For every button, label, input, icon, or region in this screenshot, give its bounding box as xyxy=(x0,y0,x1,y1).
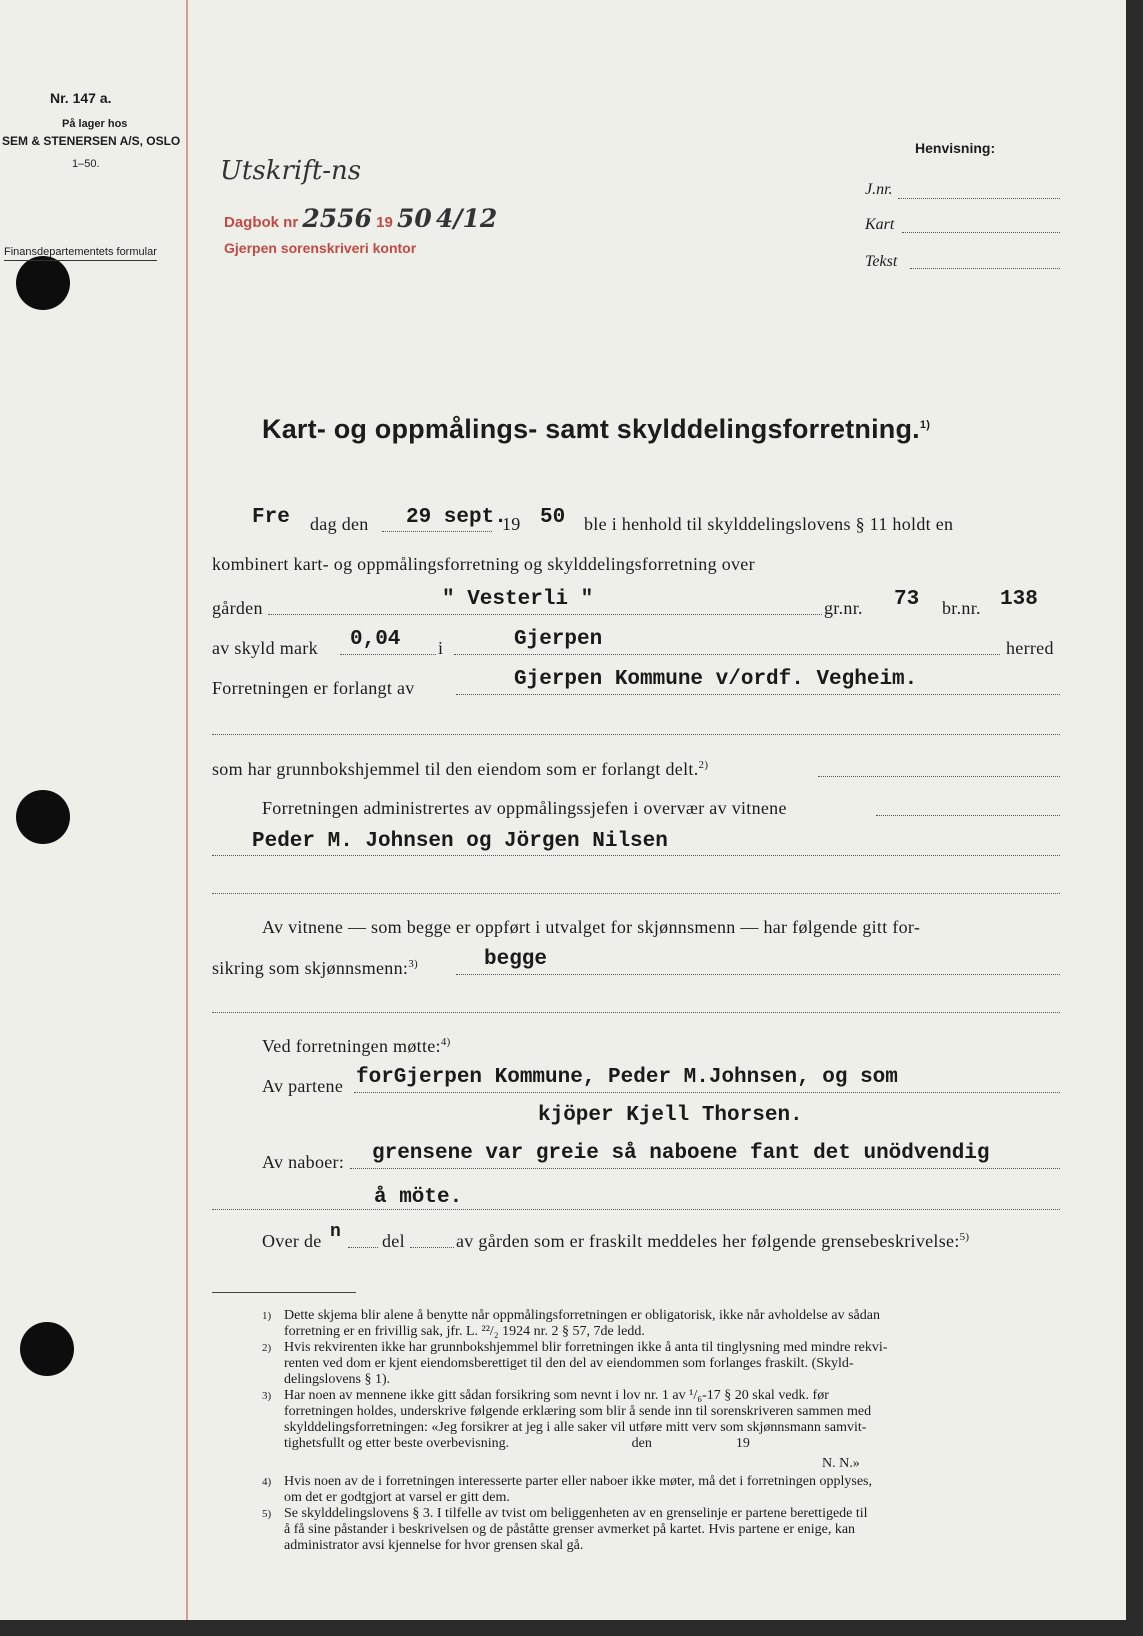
day-suffix: dag den xyxy=(310,514,369,534)
date-line xyxy=(382,531,492,532)
neighbors-value-2: å möte. xyxy=(374,1186,463,1209)
del-line xyxy=(410,1247,454,1248)
tekst-label: Tekst xyxy=(865,253,898,270)
brnr-value: 138 xyxy=(1000,588,1038,611)
handwritten-note: Utskrift-ns xyxy=(220,156,362,186)
assurance-label-wrap xyxy=(212,958,418,979)
hjemmel-text xyxy=(212,759,708,780)
footnote-line: Har noen av mennene ikke gitt sådan forsikring som nevnt i lov nr. 1 av ¹/₆-17 § 20 skal vedk. før xyxy=(284,1388,829,1403)
footnote-line: skylddelingsforretningen: «Jeg forsikrer at jeg i alle saker vil utføre mitt verv som skjønnsmann samvit- xyxy=(284,1420,867,1435)
footnote-line: å få sine påstander i beskrivelsen og de påståtte grenser avmerket på kartet. Hvis partene er enige, kan xyxy=(284,1522,856,1537)
kart-line xyxy=(902,232,1060,233)
footnote-line: administrator avsi kjennelse for hvor grensen skal gå. xyxy=(284,1538,584,1553)
requested-line xyxy=(456,694,1060,695)
footnote-5 xyxy=(284,1506,868,1554)
parties-value-1: forGjerpen Kommune, Peder M.Johnsen, og som xyxy=(356,1066,898,1089)
reference-heading: Henvisning: xyxy=(915,140,996,156)
form-number: Nr. 147 a. xyxy=(50,90,112,106)
assurance-text: Av vitnene — som begge er oppført i utvalget for skjønnsmenn — har følgende gitt for- xyxy=(262,917,921,937)
footnote-line: forretningen holdes, underskrive følgende erklæring som blir å sende inn til sorenskriveren sammen med xyxy=(284,1404,872,1419)
stock-line: SEM & STENERSEN A/S, OSLO xyxy=(2,134,181,148)
boundary-wrap xyxy=(456,1231,969,1252)
skyld-label: av skyld mark xyxy=(212,638,318,658)
garden-label: gården xyxy=(212,598,263,618)
margin-rule xyxy=(186,0,188,1620)
admin-line xyxy=(876,815,1060,816)
skyld-value: 0,04 xyxy=(350,628,401,651)
footnote-line: Dette skjema blir alene å benytte når oppmålingsforretningen er obligatorisk, ikke når avholdelse av sådan xyxy=(284,1308,880,1323)
skyld-line xyxy=(340,654,436,655)
del-label: del xyxy=(382,1231,405,1251)
requested-label: Forretningen er forlangt av xyxy=(212,678,415,698)
punch-hole xyxy=(20,1322,74,1376)
footnote-number: 1) xyxy=(262,1310,272,1322)
admin-text: Forretningen administrertes av oppmålingssjefen i overvær av vitnene xyxy=(262,798,787,818)
witnesses-line xyxy=(212,855,1060,856)
tekst-line xyxy=(910,268,1060,269)
footnote-line: tighetsfullt og etter beste overbevisning. den 19 xyxy=(284,1436,750,1451)
garden-line xyxy=(268,614,822,615)
line2-text: kombinert kart- og oppmålingsforretning og skylddelingsforretning over xyxy=(212,554,755,574)
grnr-label: gr.nr. xyxy=(824,598,863,618)
assurance-value: begge xyxy=(484,948,548,971)
stock-line: På lager hos xyxy=(62,118,128,130)
parties-line xyxy=(354,1092,1060,1093)
punch-hole xyxy=(16,256,70,310)
attended-note: 4) xyxy=(440,1036,451,1048)
witnesses-line-2 xyxy=(212,893,1060,894)
hjemmel-label: som har grunnbokshjemmel til den eiendom som er forlangt delt. xyxy=(212,759,699,779)
day-prefix: Fre xyxy=(252,506,290,529)
neighbors-label: Av naboer: xyxy=(262,1152,345,1172)
footnote-3 xyxy=(284,1388,871,1452)
court-stamp: Gjerpen sorenskriveri kontor xyxy=(224,240,417,256)
ministry-label: Finansdepartementets formular xyxy=(4,246,157,261)
jnr-label: J.nr. xyxy=(865,181,893,198)
assurance-note: 3) xyxy=(408,958,418,970)
stamp-label: Dagbok nr xyxy=(224,214,299,231)
boundary-note: 5) xyxy=(959,1231,970,1243)
stamp-year-label: 19 xyxy=(376,214,393,231)
footnote-number: 2) xyxy=(262,1342,272,1354)
municipality-line xyxy=(454,654,1000,655)
footnote-line: om det er godtgjort at varsel er gitt dem. xyxy=(284,1490,510,1505)
neighbors-line-2 xyxy=(212,1209,1060,1210)
footnote-line: renten ved dom er kjent eiendomsberettiget til den del av eiendommen som forlanges fraskilt. (Skyld- xyxy=(284,1356,854,1371)
farm-name: " Vesterli " xyxy=(442,588,594,611)
line1-text: ble i henhold til skylddelingslovens § 11 holdt en xyxy=(584,514,954,534)
footnote-1 xyxy=(284,1308,880,1340)
footnote-line: forretning er en frivillig sak, jfr. L. ²²/₂ 1924 nr. 2 § 57, 7de ledd. xyxy=(284,1324,645,1339)
grnr-value: 73 xyxy=(894,588,920,611)
footnote-signature: N. N.» xyxy=(822,1456,860,1471)
footnote-number: 4) xyxy=(262,1476,272,1488)
footnote-number: 5) xyxy=(262,1508,272,1520)
hjemmel-note: 2) xyxy=(698,759,709,771)
hjemmel-line xyxy=(818,776,1060,777)
over-line xyxy=(348,1247,378,1248)
parties-value-2: kjöper Kjell Thorsen. xyxy=(538,1104,803,1127)
assurance-label: sikring som skjønnsmenn: xyxy=(212,958,409,978)
diary-date: 4/12 xyxy=(435,204,498,233)
neighbors-line xyxy=(350,1168,1060,1169)
footnote-line: Hvis rekvirenten ikke har grunnbokshjemmel blir forretningen ikke å anta til tinglysning med mindre rekvi- xyxy=(284,1340,888,1355)
over-label: Over de xyxy=(262,1231,322,1251)
i-label: i xyxy=(438,638,444,658)
diary-stamp xyxy=(224,204,497,233)
title-text: Kart- og oppmålings- samt skylddelingsforretning. xyxy=(262,414,920,444)
municipality-value: Gjerpen xyxy=(514,628,603,651)
over-fill: n xyxy=(330,1222,341,1242)
neighbors-value-1: grensene var greie så naboene fant det unödvendig xyxy=(372,1142,990,1165)
punch-hole xyxy=(16,790,70,844)
witnesses-value: Peder M. Johnsen og Jörgen Nilsen xyxy=(252,830,668,853)
diary-number: 2556 xyxy=(302,204,372,233)
footnote-2 xyxy=(284,1340,887,1388)
year-prefix: 19 xyxy=(502,514,521,534)
date-value: 29 sept. xyxy=(406,506,507,529)
assurance-line-2 xyxy=(212,1012,1060,1013)
attended-wrap xyxy=(262,1036,451,1057)
footnote-line: Se skylddelingslovens § 3. I tilfelle av tvist om beliggenheten av en grenselinje er partene berettigede til xyxy=(284,1506,868,1521)
diary-year: 50 xyxy=(396,204,432,233)
assurance-line xyxy=(456,974,1060,975)
parties-label: Av partene xyxy=(262,1076,344,1096)
year-value: 50 xyxy=(540,506,566,529)
attended-label: Ved forretningen møtte: xyxy=(262,1036,441,1056)
brnr-label: br.nr. xyxy=(942,598,981,618)
date-code: 1–50. xyxy=(72,158,100,170)
jnr-line xyxy=(898,198,1060,199)
footnote-line: Hvis noen av de i forretningen interesserte parter eller naboer ikke møter, må det i forretningen opplyses, xyxy=(284,1474,873,1489)
footnote-line: delingslovens § 1). xyxy=(284,1372,391,1387)
title-note: 1) xyxy=(919,419,931,431)
requested-line-2 xyxy=(212,734,1060,735)
footnote-rule xyxy=(212,1292,356,1293)
footnote-number: 3) xyxy=(262,1390,272,1402)
footnote-4 xyxy=(284,1474,872,1506)
herred-label: herred xyxy=(1006,638,1054,658)
document-title xyxy=(262,414,930,445)
kart-label: Kart xyxy=(865,216,895,233)
requested-value: Gjerpen Kommune v/ordf. Vegheim. xyxy=(514,668,918,691)
boundary-label: av gården som er fraskilt meddeles her følgende grensebeskrivelse: xyxy=(456,1231,960,1251)
